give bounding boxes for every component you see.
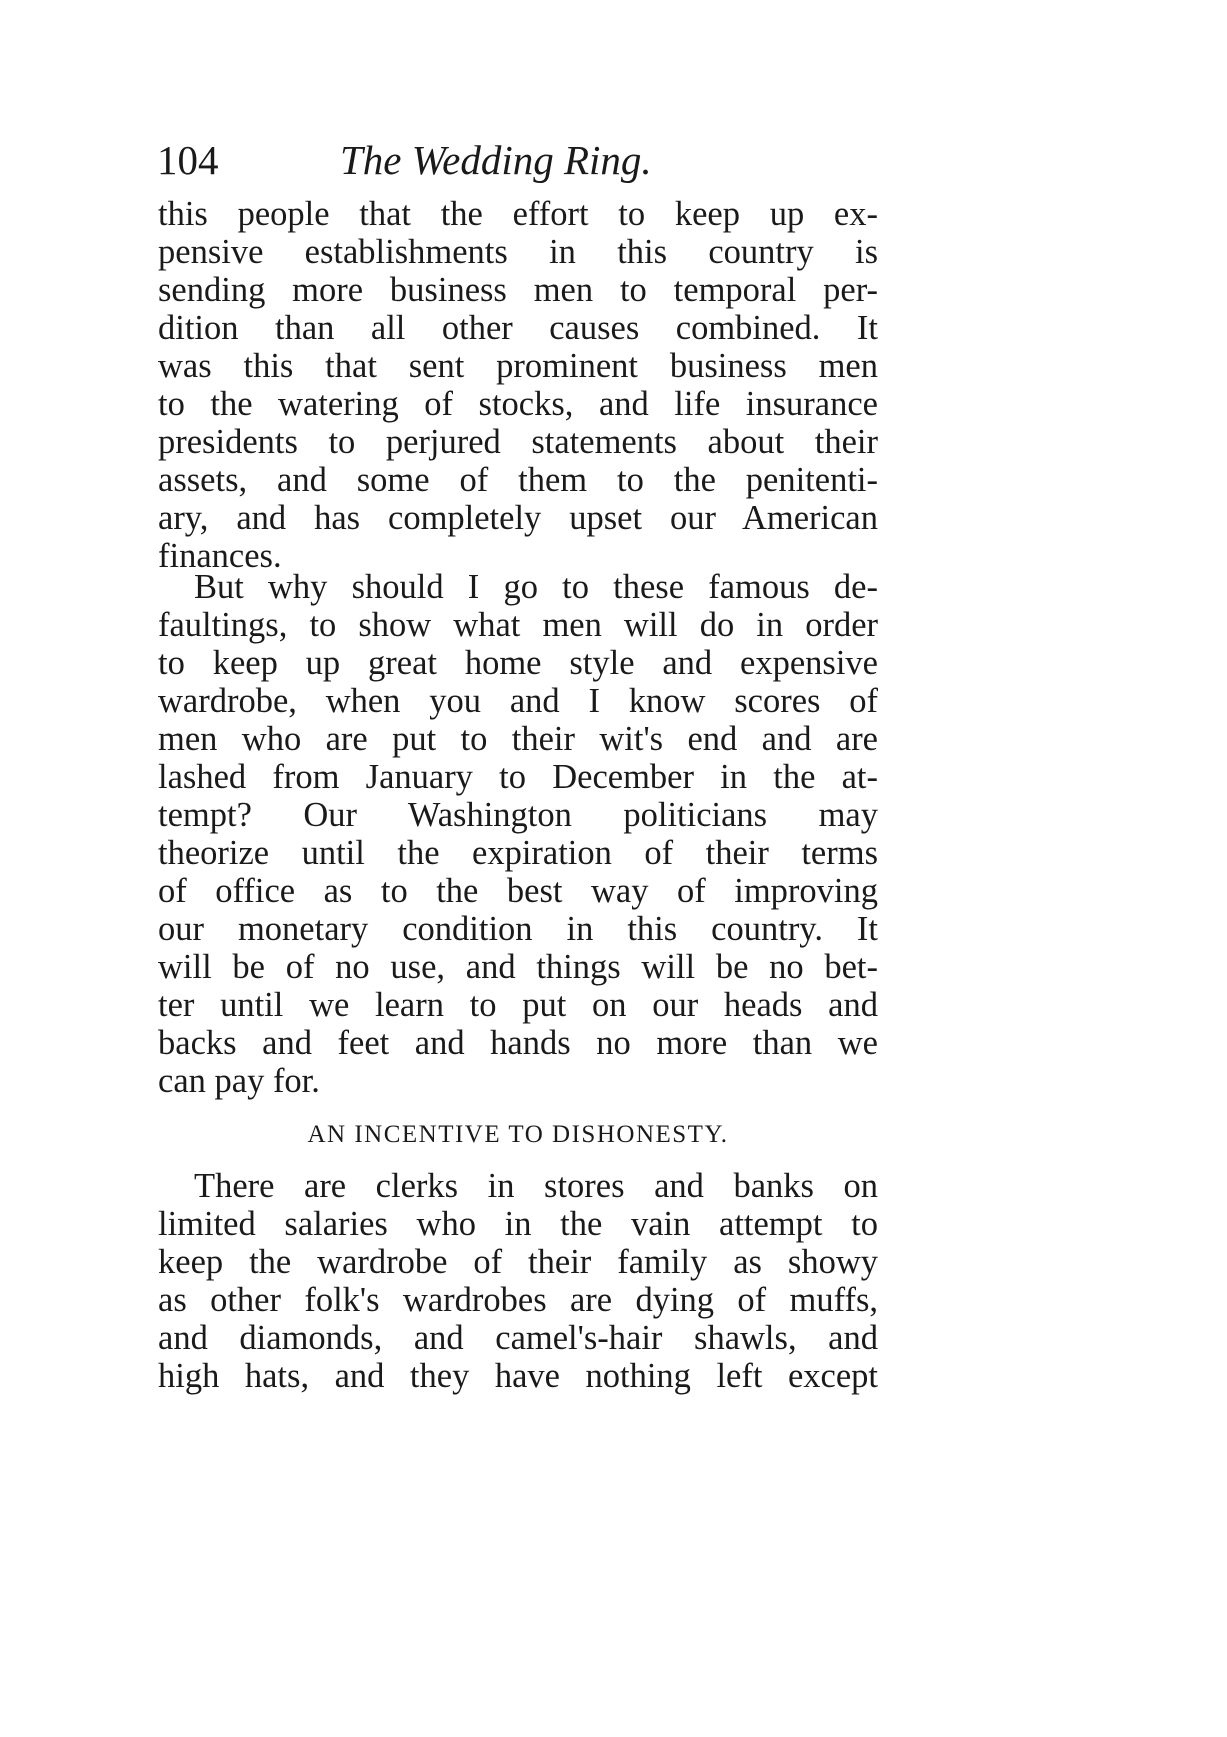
paragraph-3 — [158, 1167, 878, 1395]
text-line: There are clerks in stores and banks on — [194, 1167, 878, 1205]
text-line: assets, and some of them to the penitenti- — [158, 461, 878, 499]
text-line: theorize until the expiration of their terms — [158, 834, 878, 872]
text-line: lashed from January to December in the at- — [158, 758, 878, 796]
text-line: this people that the effort to keep up ex- — [158, 195, 878, 233]
text-line: limited salaries who in the vain attempt to — [158, 1205, 878, 1243]
text-line: as other folk's wardrobes are dying of muffs, — [158, 1281, 878, 1319]
text-line: backs and feet and hands no more than we — [158, 1024, 878, 1062]
text-line: high hats, and they have nothing left except — [158, 1357, 878, 1395]
text-line: presidents to perjured statements about their — [158, 423, 878, 461]
text-line: ary, and has completely upset our American — [158, 499, 878, 537]
text-line: faultings, to show what men will do in order — [158, 606, 878, 644]
section-heading: AN INCENTIVE TO DISHONESTY. — [307, 1121, 729, 1148]
text-line: tempt? Our Washington politicians may — [158, 796, 878, 834]
text-line: and diamonds, and camel's-hair shawls, and — [158, 1319, 878, 1357]
text-line: of office as to the best way of improving — [158, 872, 878, 910]
text-line: finances. — [158, 537, 282, 575]
paragraph-1 — [158, 195, 878, 575]
text-line: to keep up great home style and expensive — [158, 644, 878, 682]
text-line: sending more business men to temporal per- — [158, 271, 878, 309]
text-line: pensive establishments in this country is — [158, 233, 878, 271]
text-line: ter until we learn to put on our heads and — [158, 986, 878, 1024]
text-line: dition than all other causes combined. It — [158, 309, 878, 347]
text-line: keep the wardrobe of their family as showy — [158, 1243, 878, 1281]
text-line: will be of no use, and things will be no bet- — [158, 948, 878, 986]
text-line: men who are put to their wit's end and are — [158, 720, 878, 758]
running-head — [157, 130, 887, 190]
text-line: wardrobe, when you and I know scores of — [158, 682, 878, 720]
text-line: can pay for. — [158, 1062, 320, 1100]
text-line: was this that sent prominent business men — [158, 347, 878, 385]
running-title: The Wedding Ring. — [340, 137, 652, 183]
text-line: But why should I go to these famous de- — [194, 568, 878, 606]
text-line: to the watering of stocks, and life insurance — [158, 385, 878, 423]
text-line: our monetary condition in this country. It — [158, 910, 878, 948]
page-number: 104 — [157, 137, 219, 183]
paragraph-2 — [158, 568, 878, 1100]
